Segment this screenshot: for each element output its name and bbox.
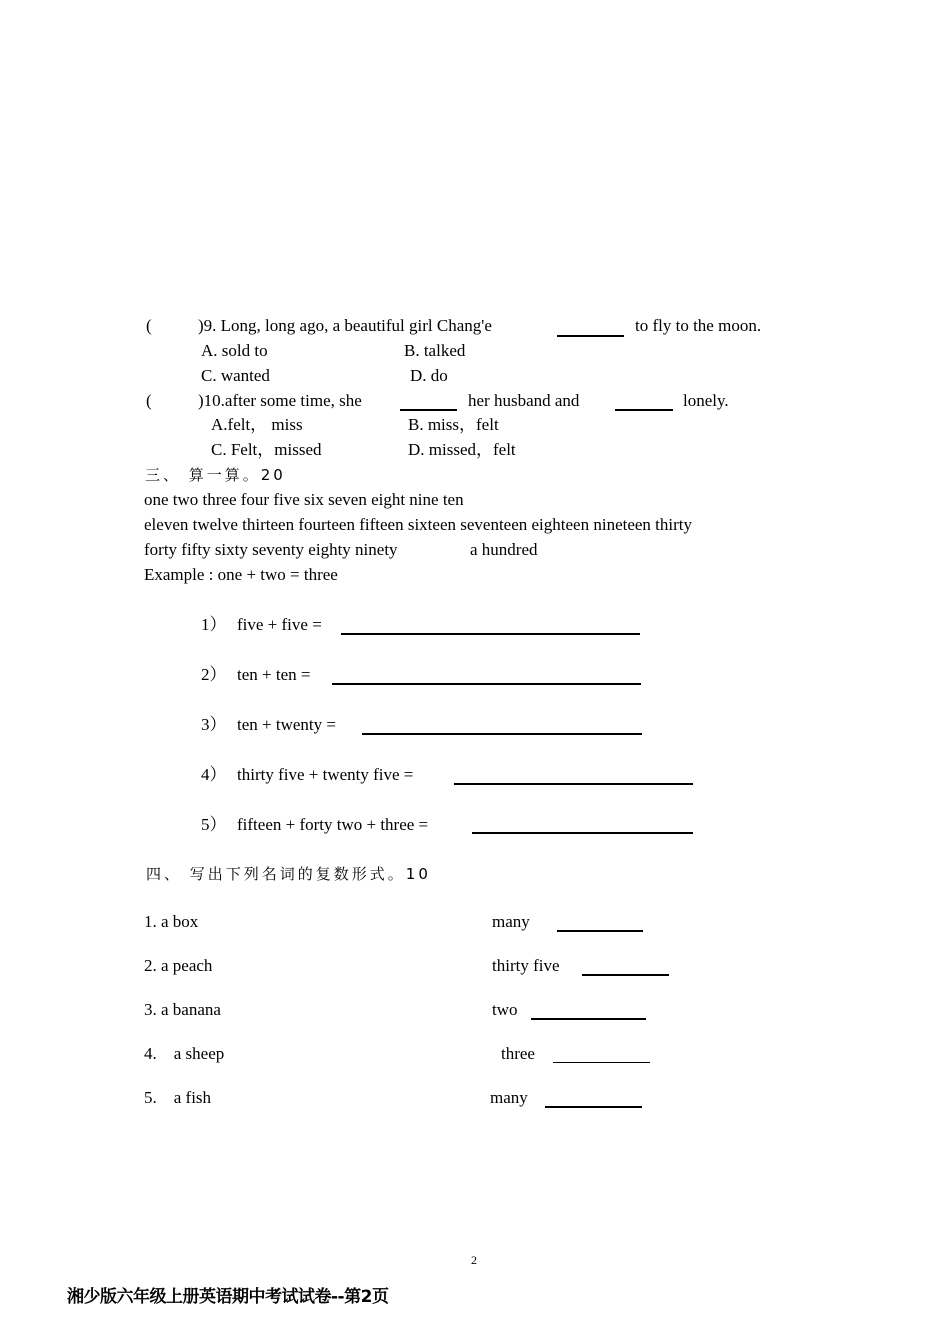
q10-blank-2[interactable] (615, 409, 673, 411)
calc-answer-blank[interactable] (472, 832, 693, 834)
q10-option-c: C. Felt，missed (211, 440, 322, 459)
q10-stem: )10.after some time, she (198, 391, 362, 410)
q10-stem-end: lonely. (683, 391, 729, 410)
plural-quantifier: many (490, 1088, 528, 1107)
numbers-line-2: eleven twelve thirteen fourteen fifteen sixteen seventeen eighteen nineteen thirty (144, 515, 693, 534)
calc-item-expression: five + five = (237, 615, 322, 634)
numbers-line-3: forty fifty sixty seventy eighty ninety (144, 540, 398, 559)
calc-item-number: 4） (201, 765, 227, 784)
q9-blank[interactable] (557, 335, 624, 337)
numbers-line-3-hundred: a hundred (470, 540, 538, 559)
q10-paren: ( (146, 391, 152, 410)
q10-blank-1[interactable] (400, 409, 457, 411)
calc-item-number: 5） (201, 815, 227, 834)
q9-stem-end: to fly to the moon. (635, 316, 762, 335)
numbers-line-1: one two three four five six seven eight nine ten (144, 490, 464, 509)
noun-item: 4. a sheep (144, 1044, 225, 1063)
calc-item-number: 3） (201, 715, 227, 734)
q9-option-b: B. talked (404, 341, 466, 360)
q10-stem-mid: her husband and (468, 391, 580, 410)
q9-paren: ( (146, 316, 152, 335)
q10-option-b: B. miss，felt (408, 415, 499, 434)
plural-answer-blank[interactable] (553, 1062, 650, 1063)
plural-quantifier: two (492, 1000, 518, 1019)
q10-option-d: D. missed，felt (408, 440, 516, 459)
plural-answer-blank[interactable] (545, 1106, 642, 1108)
noun-item: 2. a peach (144, 956, 213, 975)
plural-quantifier: three (501, 1044, 535, 1063)
calc-item-expression: fifteen + forty two + three = (237, 815, 429, 834)
calc-item-number: 1） (201, 615, 227, 634)
calc-answer-blank[interactable] (332, 683, 641, 685)
calc-answer-blank[interactable] (341, 633, 640, 635)
section4-heading: 四、 写出下列名词的复数形式。10 (146, 865, 431, 883)
calc-answer-blank[interactable] (362, 733, 642, 735)
example: Example : one + two = three (144, 565, 338, 584)
q9-stem: )9. Long, long ago, a beautiful girl Chang'e (198, 316, 492, 335)
section3-heading: 三、 算一算。20 (145, 466, 286, 484)
noun-item: 5. a fish (144, 1088, 212, 1107)
calc-item-number: 2） (201, 665, 227, 684)
calc-item-expression: thirty five + twenty five = (237, 765, 414, 784)
page-footer: 湘少版六年级上册英语期中考试试卷--第2页 (67, 1287, 389, 1307)
plural-answer-blank[interactable] (557, 930, 643, 932)
page-number: 2 (471, 1253, 477, 1267)
calc-item-expression: ten + twenty = (237, 715, 336, 734)
q9-option-a: A. sold to (201, 341, 268, 360)
plural-answer-blank[interactable] (582, 974, 669, 976)
q9-option-d: D. do (410, 366, 448, 385)
noun-item: 1. a box (144, 912, 199, 931)
calc-answer-blank[interactable] (454, 783, 693, 785)
calc-item-expression: ten + ten = (237, 665, 311, 684)
noun-item: 3. a banana (144, 1000, 221, 1019)
q10-option-a: A.felt， miss (211, 415, 303, 434)
q9-option-c: C. wanted (201, 366, 270, 385)
plural-answer-blank[interactable] (531, 1018, 646, 1020)
plural-quantifier: many (492, 912, 530, 931)
plural-quantifier: thirty five (492, 956, 560, 975)
